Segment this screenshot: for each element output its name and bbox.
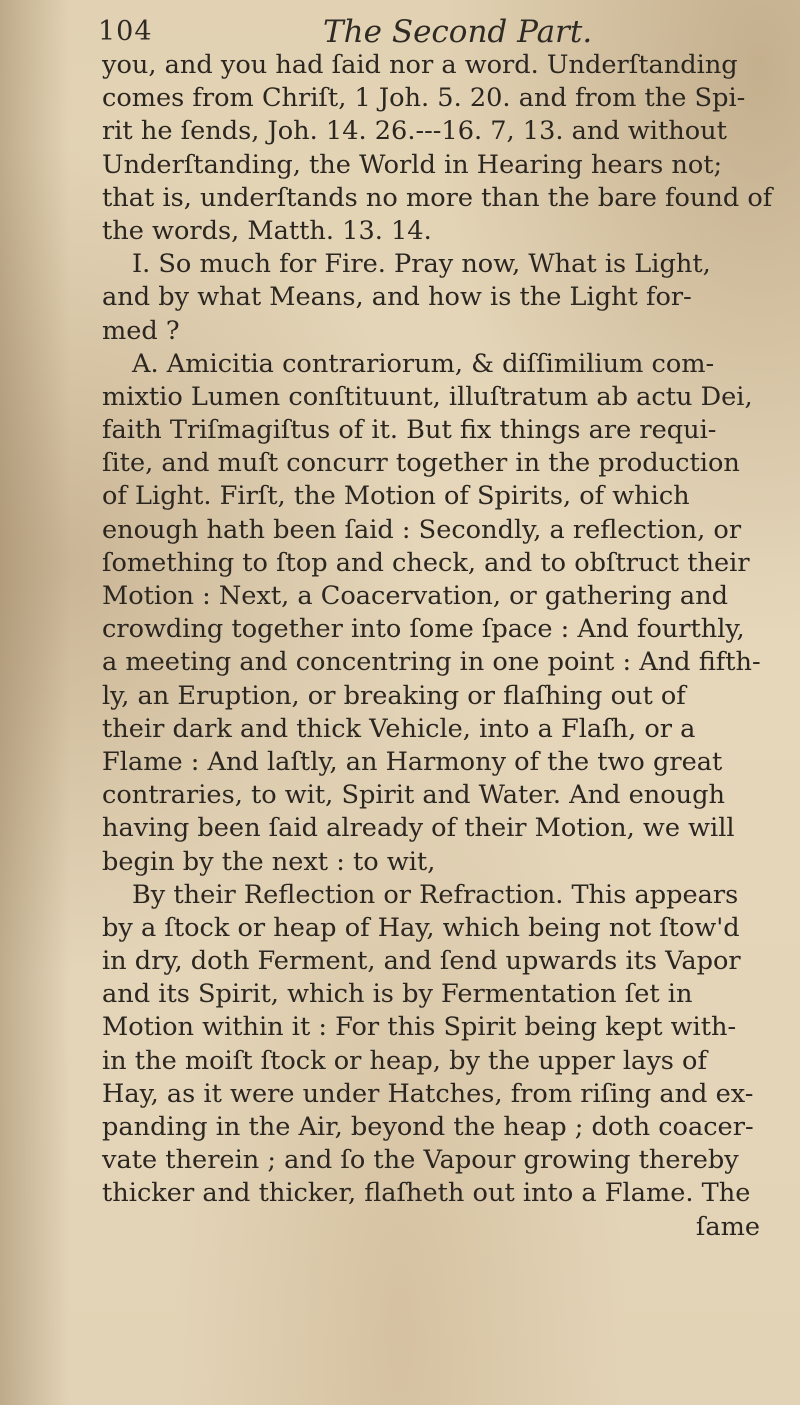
text-line: in dry, doth Ferment, and ſend upwards its Vapor (102, 946, 741, 977)
text-line: A. Amicitia contrariorum, & diſſimilium com- (132, 348, 715, 379)
catchword: ſame (695, 1211, 760, 1242)
text-line: Motion : Next, a Coacervation, or gathering and (102, 581, 728, 611)
running-head: The Second Part. (323, 14, 593, 50)
text-line: thicker and thicker, flaſheth out into a Flame. The (102, 1178, 751, 1209)
text-line: the words, Matth. 13. 14. (102, 215, 432, 246)
text-line: and by what Means, and how is the Light for- (102, 282, 692, 313)
text-line: crowding together into ſome ſpace : And fourthly, (102, 614, 745, 645)
text-line: having been ſaid already of their Motion, we will (102, 813, 735, 844)
text-line: ſite, and muſt concurr together in the production (102, 448, 740, 479)
text-line: faith Triſmagiſtus of it. But fix things are requi- (102, 415, 717, 446)
text-line: rit he ſends, Joh. 14. 26.---16. 7, 13. and without (102, 116, 727, 147)
text-line: you, and you had ſaid nor a word. Underſtanding (102, 50, 738, 80)
text-line: contraries, to wit, Spirit and Water. And enough (102, 780, 725, 811)
text-line: a meeting and concentring in one point : And fifth- (102, 647, 761, 678)
text-line: Underſtanding, the World in Hearing hears not; (102, 149, 723, 180)
text-line: Motion within it : For this Spirit being kept with- (102, 1012, 737, 1043)
text-line: begin by the next : to wit, (102, 846, 436, 877)
page-header (98, 14, 778, 54)
text-line: and its Spirit, which is by Fermentation ſet in (102, 979, 693, 1010)
text-line: their dark and thick Vehicle, into a Flaſh, or a (102, 713, 696, 744)
text-line: of Light. Firſt, the Motion of Spirits, of which (102, 481, 690, 512)
text-line: ſomething to ſtop and check, and to obſtruct their (102, 547, 750, 578)
text-line: ly, an Eruption, or breaking or flaſhing out of (102, 680, 686, 711)
page-number: 104 (98, 16, 153, 47)
text-line: panding in the Air, beyond the heap ; doth coacer- (102, 1112, 754, 1142)
text-line: Hay, as it were under Hatches, from riſing and ex- (102, 1078, 754, 1109)
text-line: enough hath been ſaid : Secondly, a reflection, or (102, 514, 742, 545)
text-line: mixtio Lumen conſtituunt, illuſtratum ab actu Dei, (102, 381, 753, 412)
text-line: By their Reflection or Refraction. This appears (132, 879, 739, 910)
text-line: med ? (102, 315, 180, 346)
text-line: by a ſtock or heap of Hay, which being not ſtow'd (102, 912, 740, 943)
body-text (102, 49, 772, 1244)
text-line: that is, underſtands no more than the bare found of (102, 182, 773, 213)
text-line: in the moiſt ſtock or heap, by the upper lays of (102, 1045, 707, 1076)
text-line: vate therein ; and ſo the Vapour growing thereby (102, 1145, 739, 1176)
text-line: comes from Chriſt, 1 Joh. 5. 20. and from the Spi- (102, 83, 746, 114)
page-gutter-shadow (0, 0, 70, 1405)
text-line: Flame : And laſtly, an Harmony of the two great (102, 746, 723, 777)
text-line: I. So much for Fire. Pray now, What is Light, (132, 249, 711, 280)
